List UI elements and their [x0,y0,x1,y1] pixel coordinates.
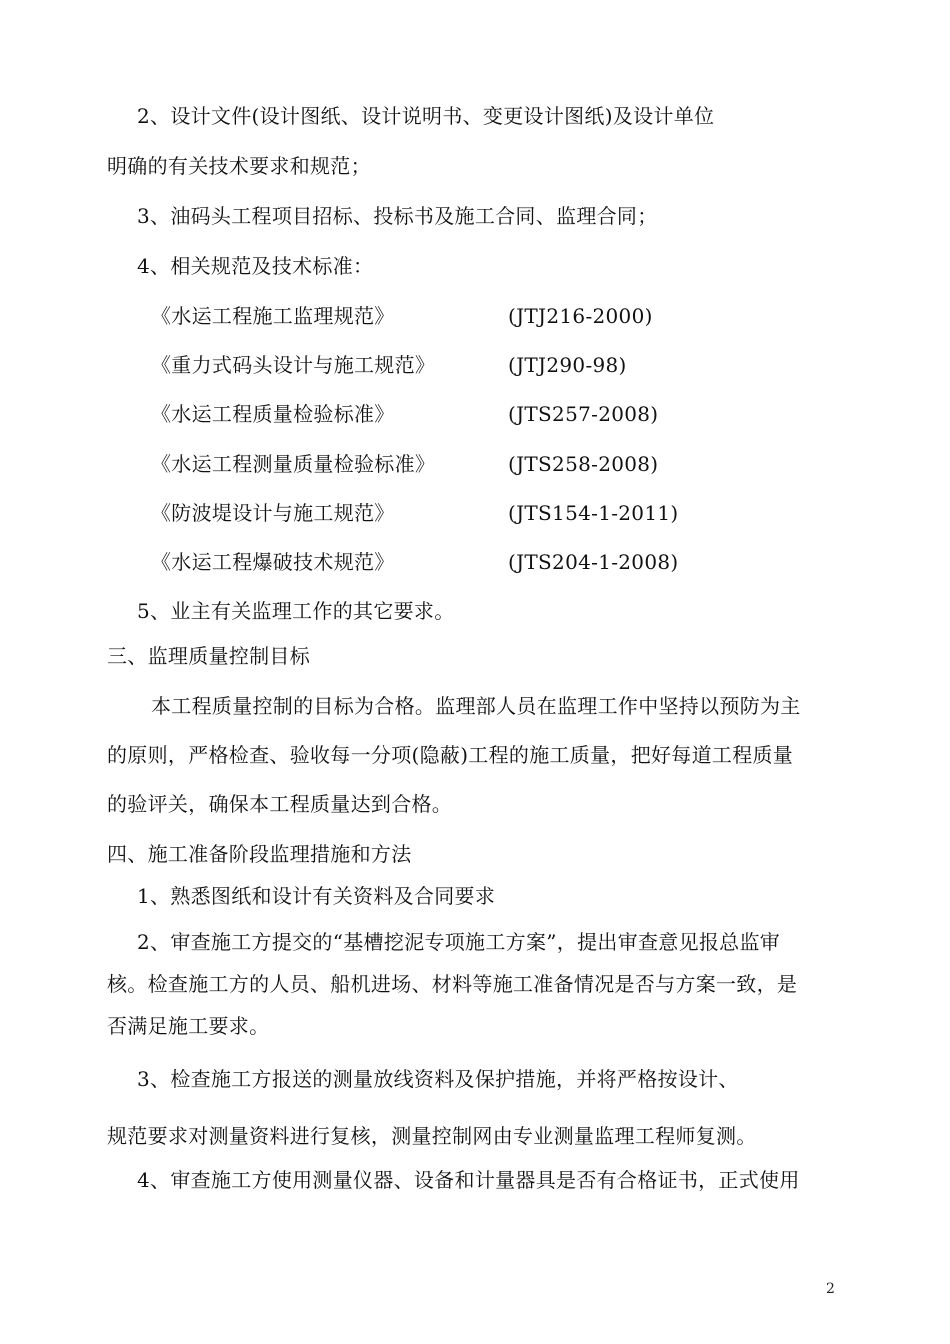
quality-goal-line-1: 本工程质量控制的目标为合格。监理部人员在监理工作中坚持以预防为主 [151,694,801,718]
paragraph-item-2: 2、设计文件(设计图纸、设计说明书、变更设计图纸)及设计单位 [137,104,715,128]
reference-title-5: 《防波堤设计与施工规范》 [151,501,395,525]
reference-code-5: (JTS154-1-2011) [508,501,679,525]
reference-code-6: (JTS204-1-2008) [508,550,679,574]
preparation-item-2-line-1: 2、审查施工方提交的“基槽挖泥专项施工方案”，提出审查意见报总监审 [137,930,781,954]
reference-code-2: (JTJ290-98) [508,353,627,377]
page-number: 2 [826,1281,835,1297]
paragraph-item-2-continued: 明确的有关技术要求和规范； [107,154,371,178]
quality-goal-line-2: 的原则，严格检查、验收每一分项(隐蔽)工程的施工质量，把好每道工程质量 [107,743,794,767]
paragraph-item-5: 5、业主有关监理工作的其它要求。 [137,599,455,623]
preparation-item-2-line-2: 核。检查施工方的人员、船机进场、材料等施工准备情况是否与方案一致，是 [107,972,798,996]
reference-code-1: (JTJ216-2000) [508,304,653,328]
preparation-item-3-line-1: 3、检查施工方报送的测量放线资料及保护措施，并将严格按设计、 [137,1067,739,1091]
reference-title-2: 《重力式码头设计与施工规范》 [151,353,436,377]
paragraph-item-4: 4、相关规范及技术标准： [137,254,374,278]
reference-title-3: 《水运工程质量检验标准》 [151,402,395,426]
reference-title-1: 《水运工程施工监理规范》 [151,304,395,328]
paragraph-item-3: 3、油码头工程项目招标、投标书及施工合同、监理合同； [137,204,658,228]
reference-code-4: (JTS258-2008) [508,452,659,476]
quality-goal-line-3: 的验评关，确保本工程质量达到合格。 [107,792,453,816]
reference-code-3: (JTS257-2008) [508,402,659,426]
section-heading-3: 三、监理质量控制目标 [107,644,310,668]
preparation-item-2-line-3: 否满足施工要求。 [107,1014,270,1038]
preparation-item-1: 1、熟悉图纸和设计有关资料及合同要求 [137,884,496,908]
reference-title-4: 《水运工程测量质量检验标准》 [151,452,436,476]
preparation-item-3-line-2: 规范要求对测量资料进行复核，测量控制网由专业测量监理工程师复测。 [107,1124,757,1148]
reference-title-6: 《水运工程爆破技术规范》 [151,550,395,574]
preparation-item-4-line-1: 4、审查施工方使用测量仪器、设备和计量器具是否有合格证书，正式使用 [137,1168,800,1192]
section-heading-4: 四、施工准备阶段监理措施和方法 [107,842,412,866]
